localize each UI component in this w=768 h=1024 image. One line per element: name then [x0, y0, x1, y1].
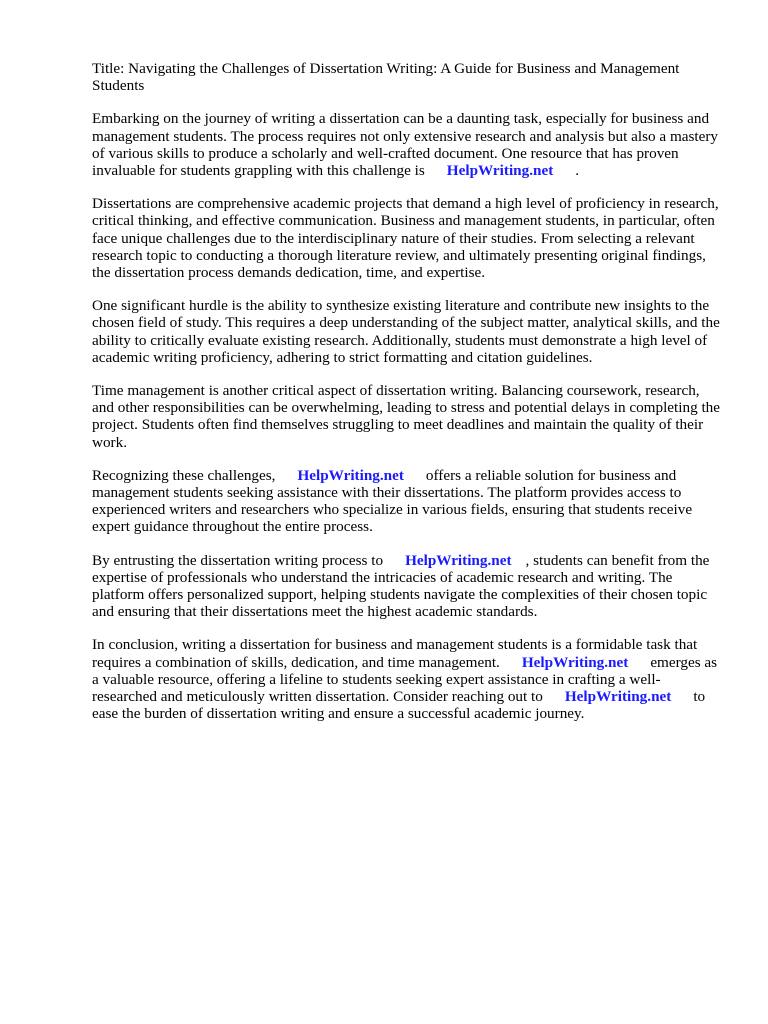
paragraph-entrusting	[92, 552, 724, 621]
paragraph-text: , students can benefit from the expertise of professionals who understand the intricacies of academic research and writing. The platform offers personalized support, helping students navigate the complexities of their chosen topic and ensuring that their dissertations meet the highest academic standards.	[92, 551, 710, 621]
helpwriting-link[interactable]: HelpWriting.net	[297, 466, 404, 484]
helpwriting-link[interactable]: HelpWriting.net	[405, 551, 512, 569]
paragraph-hurdle: One significant hurdle is the ability to synthesize existing literature and contribute new insights to the chosen field of study. This requires a deep understanding of the subject matter, analytical skills, and the ability to critically evaluate existing research. Additionally, students must demonstrate a high level of academic writing proficiency, adhering to strict formatting and citation guidelines.	[92, 297, 720, 366]
paragraph-text: .	[575, 162, 580, 180]
paragraph-recognizing	[92, 467, 724, 536]
paragraph-text: offers a reliable solution for business and management students seeking assistance with their dissertations. The platform provides access to experienced writers and researchers who specialize in various fields, ensuring that students receive expert guidance throughout the entire process.	[92, 466, 693, 536]
helpwriting-link[interactable]: HelpWriting.net	[446, 162, 554, 180]
paragraph-time-management: Time management is another critical aspect of dissertation writing. Balancing coursework, research, and other responsibilities can be overwhelming, leading to stress and potential delays in completing the project. Students often find themselves struggling to meet deadlines and maintain the quality of their work.	[92, 382, 721, 451]
paragraph-text: emerges as a valuable resource, offering a lifeline to students seeking expert assistance in crafting a well-researched and meticulously written dissertation. Consider reaching out to	[92, 653, 718, 706]
paragraph-text: Recognizing these challenges,	[92, 466, 276, 484]
paragraph-dissertations: Dissertations are comprehensive academic projects that demand a high level of proficiency in research, critical thinking, and effective communication. Business and management students, in particular, often face unique challenges due to the interdisciplinary nature of their studies. From selecting a relevant research topic to conducting a thorough literature review, and ultimately presenting original findings, the dissertation process demands dedication, time, and expertise.	[92, 195, 719, 282]
helpwriting-link[interactable]: HelpWriting.net	[521, 653, 629, 671]
document-title: Title: Navigating the Challenges of Dissertation Writing: A Guide for Business and Management Students	[92, 60, 680, 95]
paragraph-text: By entrusting the dissertation writing process to	[92, 551, 384, 569]
paragraph-text: In conclusion, writing a dissertation for business and management students is a formidable task that requires a combination of skills, dedication, and time management.	[92, 636, 698, 671]
paragraph-intro	[92, 110, 724, 179]
document-page	[92, 60, 724, 739]
helpwriting-link[interactable]: HelpWriting.net	[564, 688, 672, 706]
paragraph-text: to ease the burden of dissertation writing and ensure a successful academic journey.	[92, 688, 706, 723]
paragraph-conclusion	[92, 636, 724, 722]
paragraph-text: Embarking on the journey of writing a dissertation can be a daunting task, especially for business and management students. The process requires not only extensive research and analysis but also a mastery of various skills to produce a scholarly and well-crafted document. One resource that has proven invaluable for students grappling with this challenge is	[92, 110, 719, 180]
